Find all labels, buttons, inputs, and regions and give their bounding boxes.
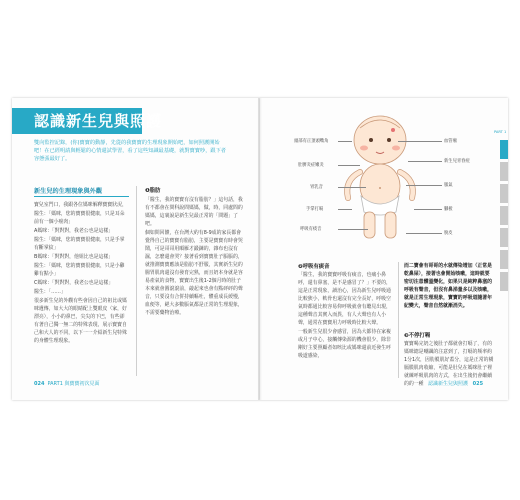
- side-tab[interactable]: [500, 228, 508, 247]
- paragraph: 一般新生兒很少會感冒，因為大都待在家複或月子中心，接觸傳染源的機會很少，除非剛好主要照顧者如咳比或媽咪還前近發生呼吸道感染，: [298, 329, 391, 359]
- section-title: 新生兒的生理現象與外觀: [34, 188, 103, 195]
- baby-label: 呼吸有痰音: [300, 227, 322, 232]
- leader-line: [406, 185, 442, 186]
- baby-label: 頭部有正頂頭嘴角: [294, 139, 329, 144]
- baby-label: 肚臍炎症嫩炎: [298, 163, 324, 168]
- leader-line: [338, 229, 368, 230]
- page-title: 認識新生兒與照護: [34, 112, 163, 130]
- side-tab[interactable]: [500, 206, 508, 225]
- leader-line: [338, 187, 366, 188]
- running-head: 認識新生兒與照護: [428, 381, 469, 387]
- page-number-left: [34, 380, 100, 387]
- left-paragraph: 很多新生兒的外觀有些會因自己的祖比或媽咪遺傳，如大大的眼睛配上雙眼皮（家，好漂亮），小小的鼻巴，尖尖的下巴，有些卻有著自己獨一無二的特殊表現，展示寶寶自己和大人的不同，以下一一介紹新生兒特殊的身體生理現象。: [34, 298, 127, 344]
- left-paragraph: A媽咪：「對對對，我老公也是這樣」: [34, 228, 114, 234]
- side-tab[interactable]: [500, 162, 508, 181]
- baby-label: 血管瘤: [444, 139, 457, 144]
- side-tab[interactable]: [500, 272, 508, 291]
- baby-label: 脫皮: [444, 231, 453, 236]
- leader-line: [398, 141, 442, 142]
- book-spine: [258, 98, 262, 400]
- baby-illustration: [330, 108, 430, 246]
- left-column-text: [34, 201, 128, 346]
- baby-label: 胃乳音: [310, 185, 323, 190]
- leader-line: [408, 161, 442, 162]
- right-column-a-text: [298, 271, 394, 361]
- side-tab[interactable]: [500, 140, 508, 159]
- part-label: PART 1: [494, 130, 507, 134]
- bullet-title: ❸不停打嗝: [404, 333, 431, 339]
- paragraph: 寶寶喝完奶之後肚子都就會打嗝了，有的媽咪總是嘲諷的注意到了，打嗝的频率約1分1次，因肋膜肌好蓋分，這是正常的橫膈膜肌肉收縮，可能是肚兒在媽咪肚子裡就練呼吸肌肉的方式，在出生後仍會繼續的的一種: [404, 341, 494, 387]
- paragraph: 而二寶會有哥哥的水就傳染增加（正常是乾鼻屎），接著也會開始咳嗽，這時就要密切注意體溫變化，如果只是純粹鼻塞的呼吸有聲音，但沒有鼻涕量多以及咳嗽，就是正常生理現象，寶寶的呼吸道隨著年紀變大，聲音自然就漸消失。: [404, 263, 493, 309]
- leader-line: [338, 209, 352, 210]
- page-number: 025: [472, 381, 484, 387]
- left-paragraph: C媽咪：「對對對，我老公也是這樣」: [34, 280, 114, 286]
- left-paragraph: 寶兒室門口，我跟各位媽咪解釋寶寶狀況，: [34, 202, 127, 208]
- leader-line: [414, 209, 442, 210]
- page-number: 024: [34, 381, 45, 387]
- leader-line: [406, 233, 442, 234]
- middle-paragraph: 「醫生，我的寶寶有沒有脂肪？」這句話，我有不都會在問科說問媽媽，做，時，同處問的媽媽，這裏說是新生兒最正常的「問題」了吧。: [145, 197, 243, 227]
- left-paragraph: 醫生：「……」: [34, 289, 66, 295]
- bullet-title: ❷呼吸有痰音: [298, 264, 330, 270]
- paragraph: 「醫生，我的寶寶呼吸有痰音，也痛小鼻呼，還有鼻塞，是不是感冒了？」不要的，這是正常現象，讀治心，因為新生兒呼吸通比較狹小，軟骨也還沒有完全長好，呼吸空氣時都通比較容易仰呼吸就會有聽見出現，這種聲音其實入而異，有人大聲也有人小聲，通常在寶寶用力呼吸時比較大聲。: [298, 272, 391, 326]
- leader-line: [338, 165, 360, 166]
- left-paragraph: B媽咪：「對對對，他姐比也是這樣」: [34, 254, 114, 260]
- side-tab[interactable]: [500, 250, 508, 269]
- bullet-title: ❶脂肪: [145, 188, 161, 194]
- left-paragraph: 醫生：「媽咪，您的寶寶很健康，只是耳朵前有一個小癌肉」: [34, 211, 125, 225]
- right-column-b-text: [404, 262, 494, 311]
- side-tab[interactable]: [500, 184, 508, 203]
- left-paragraph: 醫生：「媽咪，您的寶寶很健康，只是手掌有斷掌紋」: [34, 237, 125, 251]
- running-head: PART1 與寶寶初次見面: [47, 381, 100, 387]
- baby-label: 新生兒青春痘: [444, 159, 470, 164]
- left-paragraph: 醫生：「媽咪，您的寶寶很健康，只是小雞雞有點小」: [34, 263, 125, 277]
- section-rule: [34, 196, 129, 197]
- page-number-right: [428, 380, 486, 387]
- baby-label: 脹氣: [444, 183, 453, 188]
- side-tabs: [500, 140, 508, 294]
- baby-label: 手掌打嗝: [306, 207, 324, 212]
- leader-line: [338, 141, 352, 142]
- column-divider: [398, 262, 399, 378]
- baby-label: 腳板: [444, 207, 453, 212]
- middle-paragraph: 個如問回饋，在台灣大約有8-9成的家長都會覺得自己的寶寶有脂肪，主要是寶寶有時會哭鬧，可是哥哥用順雁才鍛鍊的，雜布也沒有濕，怎麼還會哭？接著看到寶寶肚子脹脹的，就推測寶寶應該是脂肪不舒服，其實新生兒的腸胃肌肉還沒有發育完熟，而且奶本身就是容易產氣的食物，寶寶出生後1-2個月時的肚子本來就會圓滾滾前，敲起來也會有點砰砰的聲音，只要沒有合併持續嘔吐，體重成長緩慢，血便等，絕大多數脹氣都是正常的生理現象，不需要藥物治療。: [145, 230, 243, 316]
- intro-text: 雙向監控記錄，(你)寶寶的動靜，先從的我寶寶的生理現象開始吧，如何照護開始吧！在已經明請與輕鬆的心情還試學習，看了這些知識最基礎，就對寶寶吵，跟下者容態張最好了。: [34, 140, 226, 163]
- column-divider: [136, 186, 137, 376]
- middle-column-text: [145, 196, 243, 318]
